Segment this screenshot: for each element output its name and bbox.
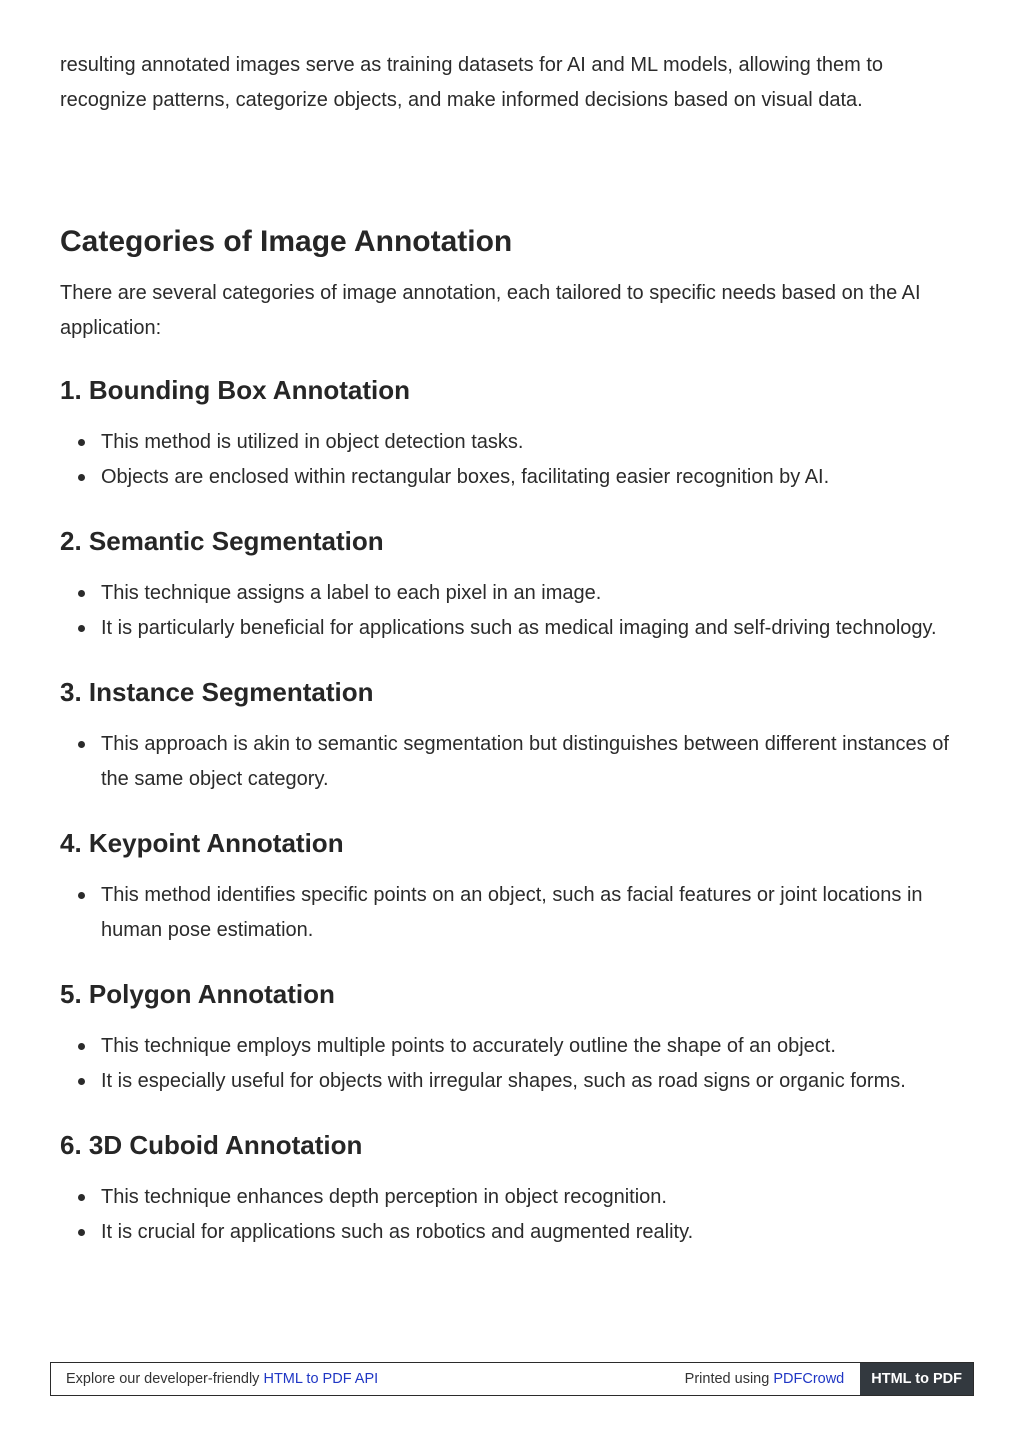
bullet-icon: [78, 439, 85, 446]
list-item: [101, 1029, 960, 1064]
list-item-text: This approach is akin to semantic segmentation but distinguishes between different instances of the same object category.: [101, 733, 949, 790]
list-item-text: It is especially useful for objects with irregular shapes, such as road signs or organic forms.: [101, 1069, 906, 1092]
bullet-icon: [78, 1078, 85, 1085]
list-item-text: This method is utilized in object detection tasks.: [101, 431, 524, 453]
bullet-list: [60, 1029, 960, 1098]
list-item-text: This method identifies specific points on an object, such as facial features or joint locations in human pose estimation.: [101, 884, 923, 941]
section-heading: Categories of Image Annotation: [60, 225, 513, 258]
bullet-icon: [78, 892, 85, 899]
list-item: [101, 611, 960, 646]
document-body: [60, 48, 960, 1249]
category-title: 2. Semantic Segmentation: [60, 526, 384, 556]
bullet-icon: [78, 474, 85, 481]
category-title: 1. Bounding Box Annotation: [60, 375, 410, 405]
footer-printed-text: Printed using: [684, 1371, 774, 1387]
category-bounding-box: [60, 373, 960, 494]
footer-explore-text: Explore our developer-friendly: [66, 1371, 264, 1387]
footer-printed: [685, 1371, 861, 1387]
category-title: 3. Instance Segmentation: [60, 677, 374, 707]
list-item-text: This technique employs multiple points to accurately outline the shape of an object.: [101, 1035, 836, 1057]
list-item-text: It is crucial for applications such as robotics and augmented reality.: [101, 1220, 694, 1243]
category-polygon: [60, 977, 960, 1098]
bullet-icon: [78, 1229, 85, 1236]
list-item: [101, 1215, 960, 1250]
html-to-pdf-badge[interactable]: HTML to PDF: [860, 1363, 973, 1395]
list-item: [101, 727, 960, 796]
list-item: [101, 460, 960, 495]
section-intro-paragraph: There are several categories of image annotation, each tailored to specific needs based on the AI application:: [60, 282, 921, 339]
bullet-icon: [78, 625, 85, 632]
bullet-icon: [78, 1194, 85, 1201]
list-item-text: This technique assigns a label to each pixel in an image.: [101, 582, 602, 604]
category-title: 4. Keypoint Annotation: [60, 828, 344, 858]
bullet-icon: [78, 590, 85, 597]
category-keypoint: [60, 826, 960, 947]
list-item: [101, 425, 960, 460]
category-semantic-segmentation: [60, 524, 960, 645]
bullet-icon: [78, 1043, 85, 1050]
list-item-text: Objects are enclosed within rectangular boxes, facilitating easier recognition by AI.: [101, 465, 830, 488]
intro-paragraph: resulting annotated images serve as training datasets for AI and ML models, allowing them to recognize patterns, categorize objects, and make informed decisions based on visual data.: [60, 54, 884, 111]
category-3d-cuboid: [60, 1128, 960, 1249]
category-title: 6. 3D Cuboid Annotation: [60, 1130, 363, 1160]
list-item: [101, 1180, 960, 1215]
bullet-list: [60, 727, 960, 796]
bullet-list: [60, 878, 960, 947]
category-instance-segmentation: [60, 675, 960, 796]
bullet-icon: [78, 741, 85, 748]
list-item: [101, 576, 960, 611]
list-item-text: This technique enhances depth perception in object recognition.: [101, 1186, 667, 1208]
footer-explore: [51, 1371, 685, 1387]
html-to-pdf-api-link[interactable]: HTML to PDF API: [263, 1371, 379, 1387]
bullet-list: [60, 425, 960, 494]
category-title: 5. Polygon Annotation: [60, 979, 335, 1009]
pdf-footer-bar: [50, 1362, 974, 1396]
pdfcrowd-link[interactable]: PDFCrowd: [773, 1371, 845, 1387]
bullet-list: [60, 1180, 960, 1249]
list-item: [101, 878, 960, 947]
list-item: [101, 1064, 960, 1099]
bullet-list: [60, 576, 960, 645]
list-item-text: It is particularly beneficial for applications such as medical imaging and self-driving technology.: [101, 616, 937, 639]
